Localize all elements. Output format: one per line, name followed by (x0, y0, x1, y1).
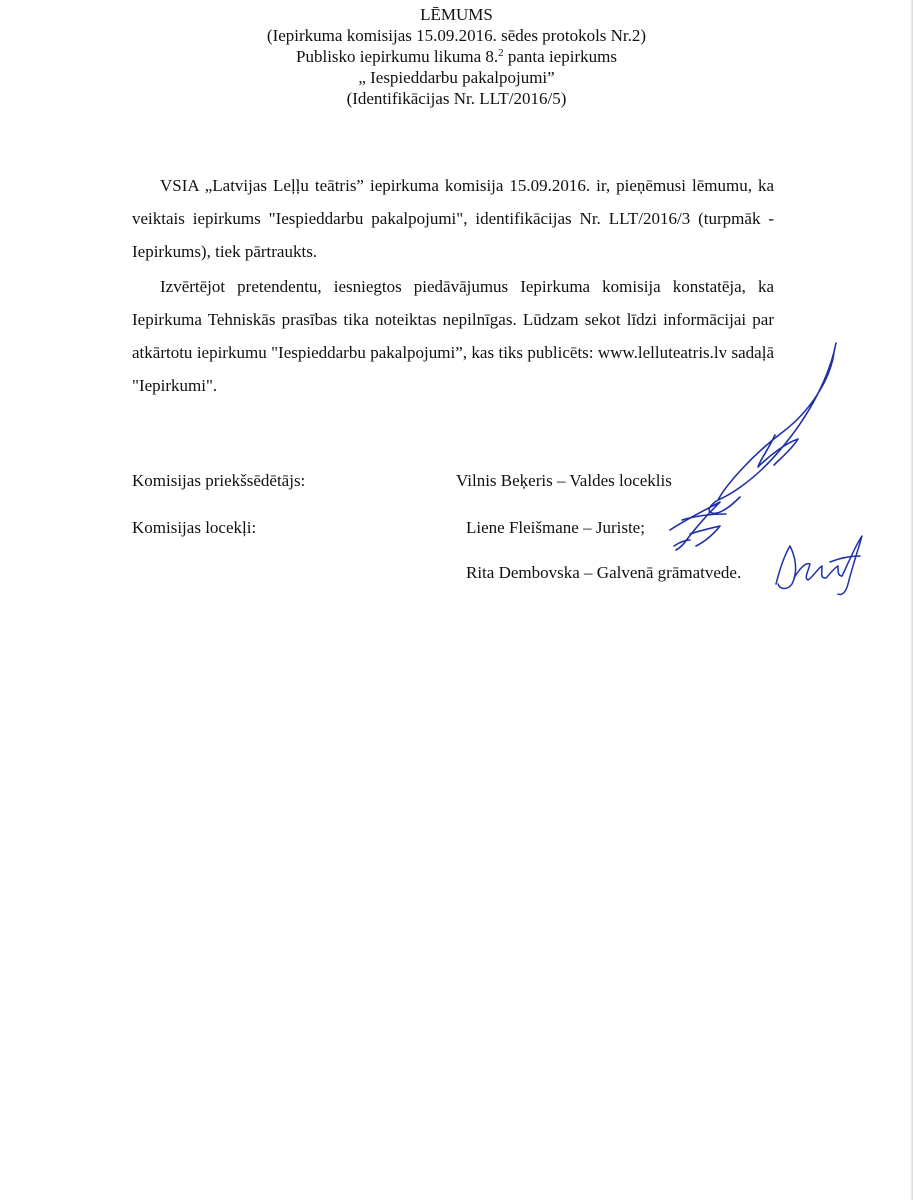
members-label: Komisijas locekļi: (132, 518, 257, 537)
document-title: LĒMUMS (420, 5, 493, 24)
member-1-name: Liene Fleišmane – Juriste; (466, 518, 645, 537)
decision-paragraph-1: VSIA „Latvijas Leļļu teātris” iepirkuma komisija 15.09.2016. ir, pieņēmusi lēmumu, ka veiktais iepirkums "Iespieddarbu pakalpojumi", identifikācijas Nr. LLT/2016/3 (turpmāk - Iepirkums), tiek pārtraukts. (132, 176, 774, 261)
law-reference (0, 46, 913, 67)
protocol-reference: (Iepirkuma komisijas 15.09.2016. sēdes protokols Nr.2) (266, 26, 647, 45)
law-reference-superscript: 2 (498, 47, 504, 59)
law-reference-suffix: panta iepirkums (503, 47, 617, 66)
identification-number: (Identifikācijas Nr. LLT/2016/5) (346, 89, 567, 108)
decision-paragraph-2: Izvērtējot pretendentu, iesniegtos piedāvājumus Iepirkuma komisija konstatēja, ka Iepirkuma Tehniskās prasības tika noteiktas nepilnīgas. Lūdzam sekot līdzi informācijai par atkārtotu iepirkumu "Iespieddarbu pakalpojumi”, kas tiks publicēts: www.lelluteatris.lv sadaļā "Iepirkumi". (132, 277, 774, 395)
document-header (0, 4, 913, 109)
member-2-name: Rita Dembovska – Galvenā grāmatvede. (466, 563, 742, 582)
member-2-signature-image (770, 528, 870, 600)
procurement-name: „ Iespieddarbu pakalpojumi” (358, 68, 555, 87)
chair-label: Komisijas priekšsēdētājs: (132, 471, 306, 490)
chair-name: Vilnis Beķeris – Valdes loceklis (456, 471, 672, 490)
law-reference-text: Publisko iepirkumu likuma 8. (296, 47, 499, 66)
member-1-signature-image (660, 490, 740, 560)
